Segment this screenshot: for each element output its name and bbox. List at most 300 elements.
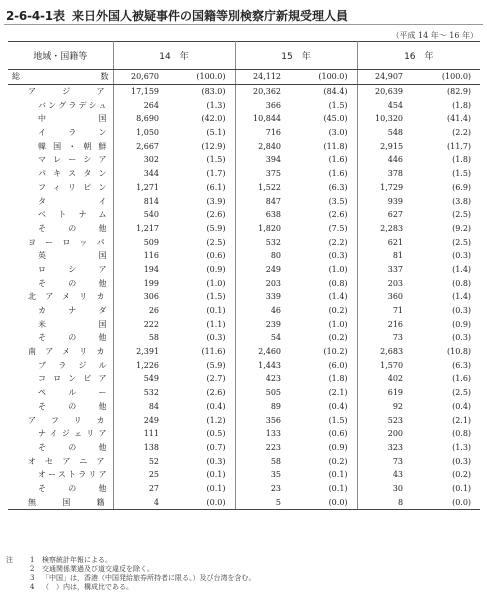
cell-count: 116 [143,251,159,261]
cell-count: 454 [387,100,404,110]
cell-ratio: (100.0) [291,70,357,85]
cell-count: 239 [265,319,282,329]
cell-ratio: (1.0) [169,276,235,290]
cell-ratio: (83.0) [169,84,235,98]
col-header-year: 14 年 [113,42,235,70]
cell-count: 10,320 [375,114,404,124]
cell-count: 43 [392,470,404,480]
cell-ratio: (1.8) [452,155,472,165]
cell-ratio: (0.1) [452,483,472,493]
cell-ratio: (1.2) [169,413,235,427]
title-rule [4,24,483,25]
cell-count: 89 [270,401,282,411]
cell-count: 360 [387,292,404,302]
row-label-text: バングラデシュ [38,100,107,110]
cell-count: 23 [270,483,282,493]
cell-ratio: (3.9) [169,194,235,208]
cell-count: 111 [143,429,159,439]
cell-count: 323 [387,442,404,452]
row-label [8,482,113,496]
table-row [8,84,480,98]
row-label-text: パキスタン [38,169,107,179]
cell-ratio: (0.3) [452,456,472,466]
table-row [8,454,480,468]
cell-ratio: (3.0) [291,126,357,140]
row-label [8,345,113,359]
cell-count: 1,522 [258,182,282,192]
cell-count: 8 [357,495,413,509]
cell-count: 306 [143,292,159,302]
note-number: 4 [30,583,35,591]
row-label [8,84,113,98]
cell-count: 58 [148,333,159,343]
cell-count: 939 [387,196,404,206]
note-item [6,565,256,574]
cell-count: 2,840 [258,141,282,151]
cell-count: 133 [265,429,282,439]
table-row [8,386,480,400]
cell-count: 92 [392,401,404,411]
cell-ratio: (0.1) [291,468,357,482]
cell-ratio: (0.1) [169,468,235,482]
row-label [8,386,113,400]
cell-ratio: (2.2) [452,128,472,138]
table-row [8,112,480,126]
cell-ratio: (11.7) [446,141,472,151]
row-label-text: 無 国 籍 [28,497,105,507]
cell-ratio: (1.5) [291,98,357,112]
cell-ratio: (1.4) [291,290,357,304]
note-item [6,574,256,583]
cell-count: 1,271 [136,182,159,192]
row-label-text: ペ ル ー [38,388,107,398]
cell-ratio: (41.4) [446,114,472,124]
cell-ratio: (0.1) [291,482,357,496]
table-row [8,304,480,318]
cell-ratio: (2.7) [169,372,235,386]
row-label-text: そ の 他 [38,278,107,288]
table-row [8,441,480,455]
table-row [8,70,480,85]
cell-ratio: (0.5) [169,427,235,441]
table-row [8,181,480,195]
cell-ratio: (1.3) [452,442,472,452]
note-item [6,583,256,592]
cell-count: 548 [387,128,404,138]
cell-count: 2,391 [136,347,159,357]
row-label [8,153,113,167]
table-row [8,372,480,386]
table-row [8,235,480,249]
cell-count: 71 [392,306,404,316]
note-text: 検察統計年報による。 [42,556,112,564]
row-label [8,112,113,126]
row-label-text: 韓国・朝鮮 [38,141,107,151]
table-row [8,153,480,167]
cell-ratio: (1.5) [169,290,235,304]
row-label [8,167,113,181]
row-label [8,98,113,112]
cell-ratio: (0.2) [291,454,357,468]
cell-ratio: (1.6) [452,374,472,384]
row-label-text: ア フ リ カ [28,415,105,425]
cell-count: 10,844 [253,114,282,124]
row-label-text: そ の 他 [38,333,107,343]
row-label [8,427,113,441]
cell-count: 30 [392,483,404,493]
cell-ratio: (9.2) [452,223,472,233]
cell-count: 847 [265,196,282,206]
cell-count: 199 [143,278,159,288]
table-row [8,358,480,372]
cell-count: 1,820 [258,223,282,233]
cell-count: 81 [392,251,404,261]
row-label-text: 米 国 [38,319,107,329]
cell-count: 84 [148,401,159,411]
cell-ratio: (42.0) [169,112,235,126]
cell-ratio: (2.6) [169,386,235,400]
cell-count: 46 [270,306,282,316]
cell-count: 24,907 [357,70,413,85]
cell-count: 1,217 [136,223,159,233]
row-label-text: そ の 他 [38,483,107,493]
row-label [8,358,113,372]
cell-count: 26 [148,306,159,316]
row-label [8,372,113,386]
cell-ratio: (1.8) [452,100,472,110]
cell-count: 378 [387,169,404,179]
row-label-text: 英 国 [38,251,107,261]
row-label [8,222,113,236]
cell-ratio: (2.6) [169,208,235,222]
row-label [8,468,113,482]
cell-ratio: (10.8) [446,347,472,357]
cell-count: 532 [143,388,159,398]
table-row [8,276,480,290]
table-title: 来日外国人被疑事件の国籍等別検察庁新規受理人員 [72,9,349,23]
table-row [8,345,480,359]
cell-ratio: (0.2) [452,470,472,480]
cell-ratio: (1.5) [452,169,472,179]
cell-count: 249 [265,264,282,274]
row-label [8,126,113,140]
table-row [8,468,480,482]
row-label [8,454,113,468]
table-row [8,317,480,331]
table-body [8,70,480,510]
row-label-text: 総 数 [12,72,109,82]
cell-ratio: (0.2) [291,304,357,318]
cell-count: 1,443 [258,360,282,370]
row-label [8,181,113,195]
cell-count: 5 [235,495,291,509]
cell-ratio: (0.1) [169,482,235,496]
cell-ratio: (1.3) [169,98,235,112]
cell-count: 532 [265,237,282,247]
cell-count: 540 [143,210,159,220]
cell-count: 200 [387,429,404,439]
row-label [8,290,113,304]
cell-count: 249 [143,415,159,425]
table-row [8,208,480,222]
table-id: 2-6-4-1表 [6,9,65,23]
statistics-table [8,41,480,510]
row-label [8,235,113,249]
cell-ratio: (11.6) [169,345,235,359]
cell-count: 17,159 [131,87,159,97]
cell-count: 638 [265,210,282,220]
cell-ratio: (0.8) [452,278,472,288]
row-label [8,317,113,331]
cell-ratio: (5.1) [169,126,235,140]
cell-ratio: (45.0) [291,112,357,126]
table-row [8,427,480,441]
cell-count: 549 [143,374,159,384]
table-header [4,4,483,26]
cell-count: 20,362 [253,87,282,97]
table-row [8,331,480,345]
cell-count: 619 [387,388,404,398]
cell-ratio: (1.0) [291,263,357,277]
cell-count: 20,639 [375,87,404,97]
cell-ratio: (6.0) [291,358,357,372]
cell-ratio: (0.3) [291,249,357,263]
cell-ratio: (2.1) [452,415,472,425]
table-row [8,194,480,208]
cell-count: 2,667 [136,141,159,151]
col-header-year: 16 年 [357,42,480,70]
row-label-text: 中 国 [38,114,107,124]
cell-count: 1,729 [380,182,404,192]
note-number: 2 [30,565,35,573]
table-row [8,495,480,509]
row-label-text: ナイジェリア [38,429,107,439]
cell-ratio: (0.6) [291,427,357,441]
header-row [8,42,480,70]
row-label [8,208,113,222]
cell-count: 337 [387,264,404,274]
row-label-text: オーストラリア [38,470,107,480]
cell-ratio: (1.6) [291,167,357,181]
cell-count: 621 [387,237,404,247]
cell-count: 2,683 [380,347,404,357]
cell-count: 1,050 [136,128,159,138]
cell-count: 24,112 [235,70,291,85]
cell-ratio: (0.0) [291,495,357,509]
cell-ratio: (1.5) [291,413,357,427]
table-row [8,400,480,414]
row-label-text: そ の 他 [38,442,107,452]
cell-ratio: (5.9) [169,358,235,372]
cell-ratio: (6.3) [291,181,357,195]
cell-ratio: (0.8) [291,276,357,290]
row-label-text: ア ジ ア [28,87,105,97]
cell-count: 27 [148,483,159,493]
note-number: 1 [30,556,35,564]
cell-count: 344 [143,169,159,179]
cell-count: 2,283 [380,223,404,233]
cell-ratio: (0.0) [169,495,235,509]
cell-ratio: (0.4) [452,401,472,411]
cell-count: 223 [265,442,282,452]
note-text: 交通関係業過及び道交違反を除く。 [42,565,154,573]
cell-count: 216 [387,319,404,329]
cell-ratio: (2.1) [291,386,357,400]
note-text: （ ）内は，構成比である。 [42,583,133,591]
row-label [8,249,113,263]
cell-ratio: (0.9) [452,319,472,329]
cell-count: 2,915 [380,141,404,151]
cell-ratio: (0.9) [291,441,357,455]
cell-count: 446 [387,155,404,165]
row-label-text: フィリピン [38,182,107,192]
row-label-text: 南アメリカ [28,347,105,357]
cell-ratio: (2.5) [452,210,472,220]
table-row [8,249,480,263]
row-label-text: ロ シ ア [38,264,107,274]
cell-count: 423 [265,374,282,384]
cell-count: 20,670 [113,70,169,85]
table-row [8,126,480,140]
cell-ratio: (10.2) [291,345,357,359]
cell-ratio: (0.6) [169,249,235,263]
cell-ratio: (100.0) [413,70,480,85]
table-row [8,222,480,236]
cell-ratio: (0.3) [452,333,472,343]
cell-ratio: (5.9) [169,222,235,236]
cell-ratio: (2.6) [291,208,357,222]
cell-count: 1,226 [136,360,159,370]
row-label [8,263,113,277]
notes [6,556,256,592]
cell-count: 4 [113,495,169,509]
table-row [8,139,480,153]
cell-count: 203 [265,278,282,288]
col-header-region: 地域・国籍等 [8,42,113,70]
note-text: 「中国」は，香港（中国発給旅券所持者に限る。）及び台湾を含む。 [42,574,256,582]
cell-ratio: (0.3) [169,454,235,468]
row-label [8,413,113,427]
row-label [8,331,113,345]
row-label-text: マレーシア [38,155,107,165]
row-label [8,304,113,318]
row-label [8,276,113,290]
row-label-text: オセアニア [28,456,105,466]
cell-ratio: (6.9) [452,182,472,192]
cell-count: 402 [387,374,404,384]
cell-ratio: (3.5) [291,194,357,208]
note-mark: 注 [6,556,13,564]
cell-count: 35 [270,470,282,480]
cell-count: 138 [143,442,159,452]
table-row [8,482,480,496]
cell-ratio: (84.4) [291,84,357,98]
cell-count: 25 [148,470,159,480]
cell-ratio: (0.8) [452,429,472,439]
cell-ratio: (1.8) [291,372,357,386]
row-label-text: そ の 他 [38,223,107,233]
cell-count: 80 [270,251,282,261]
cell-ratio: (1.7) [169,167,235,181]
cell-count: 523 [387,415,404,425]
cell-count: 222 [143,319,159,329]
note-number: 3 [30,574,35,582]
row-label-text: ヨーロッパ [28,237,105,247]
cell-ratio: (0.9) [169,263,235,277]
cell-ratio: (0.4) [169,400,235,414]
cell-ratio: (1.4) [452,264,472,274]
cell-count: 394 [265,155,282,165]
row-label-text: ブラジル [38,360,107,370]
cell-ratio: (0.7) [169,441,235,455]
cell-count: 627 [387,210,404,220]
row-label-text: ベトナム [38,210,107,220]
row-label-text: コロンビア [38,374,107,384]
cell-count: 814 [143,196,159,206]
cell-ratio: (82.9) [446,87,472,97]
row-label [8,70,113,85]
cell-ratio: (0.3) [452,251,472,261]
note-item [6,556,256,565]
table-row [8,290,480,304]
cell-ratio: (7.5) [291,222,357,236]
col-header-year: 15 年 [235,42,357,70]
cell-count: 302 [143,155,159,165]
cell-count: 8,690 [136,114,159,124]
cell-count: 505 [265,388,282,398]
cell-count: 716 [265,128,282,138]
row-label-text: 北アメリカ [28,292,105,302]
row-label [8,139,113,153]
cell-ratio: (6.3) [452,360,472,370]
cell-ratio: (1.0) [291,317,357,331]
cell-count: 203 [387,278,404,288]
cell-ratio: (2.5) [169,235,235,249]
row-label [8,495,113,509]
cell-ratio: (3.8) [452,196,472,206]
period-note: （平成 14 年～ 16 年） [391,31,478,40]
cell-ratio: (2.5) [452,237,472,247]
cell-ratio: (0.0) [413,495,480,509]
cell-count: 375 [265,169,282,179]
cell-count: 509 [143,237,159,247]
row-label-text: タ イ [38,196,107,206]
cell-ratio: (1.6) [291,153,357,167]
table-row [8,98,480,112]
cell-ratio: (2.2) [291,235,357,249]
cell-ratio: (0.4) [291,400,357,414]
cell-count: 339 [265,292,282,302]
cell-ratio: (11.8) [291,139,357,153]
cell-count: 73 [392,333,404,343]
table-row [8,167,480,181]
cell-count: 73 [392,456,404,466]
cell-ratio: (12.9) [169,139,235,153]
cell-count: 366 [265,100,282,110]
cell-count: 264 [143,100,159,110]
row-label-text: カ ナ ダ [38,306,107,316]
row-label-text: イ ラ ン [38,128,107,138]
cell-ratio: (1.4) [452,292,472,302]
cell-ratio: (0.3) [452,306,472,316]
cell-count: 52 [148,456,159,466]
cell-ratio: (0.1) [169,304,235,318]
cell-count: 58 [270,456,282,466]
row-label-text: そ の 他 [38,401,107,411]
row-label [8,194,113,208]
cell-count: 1,570 [380,360,404,370]
table-row [8,263,480,277]
